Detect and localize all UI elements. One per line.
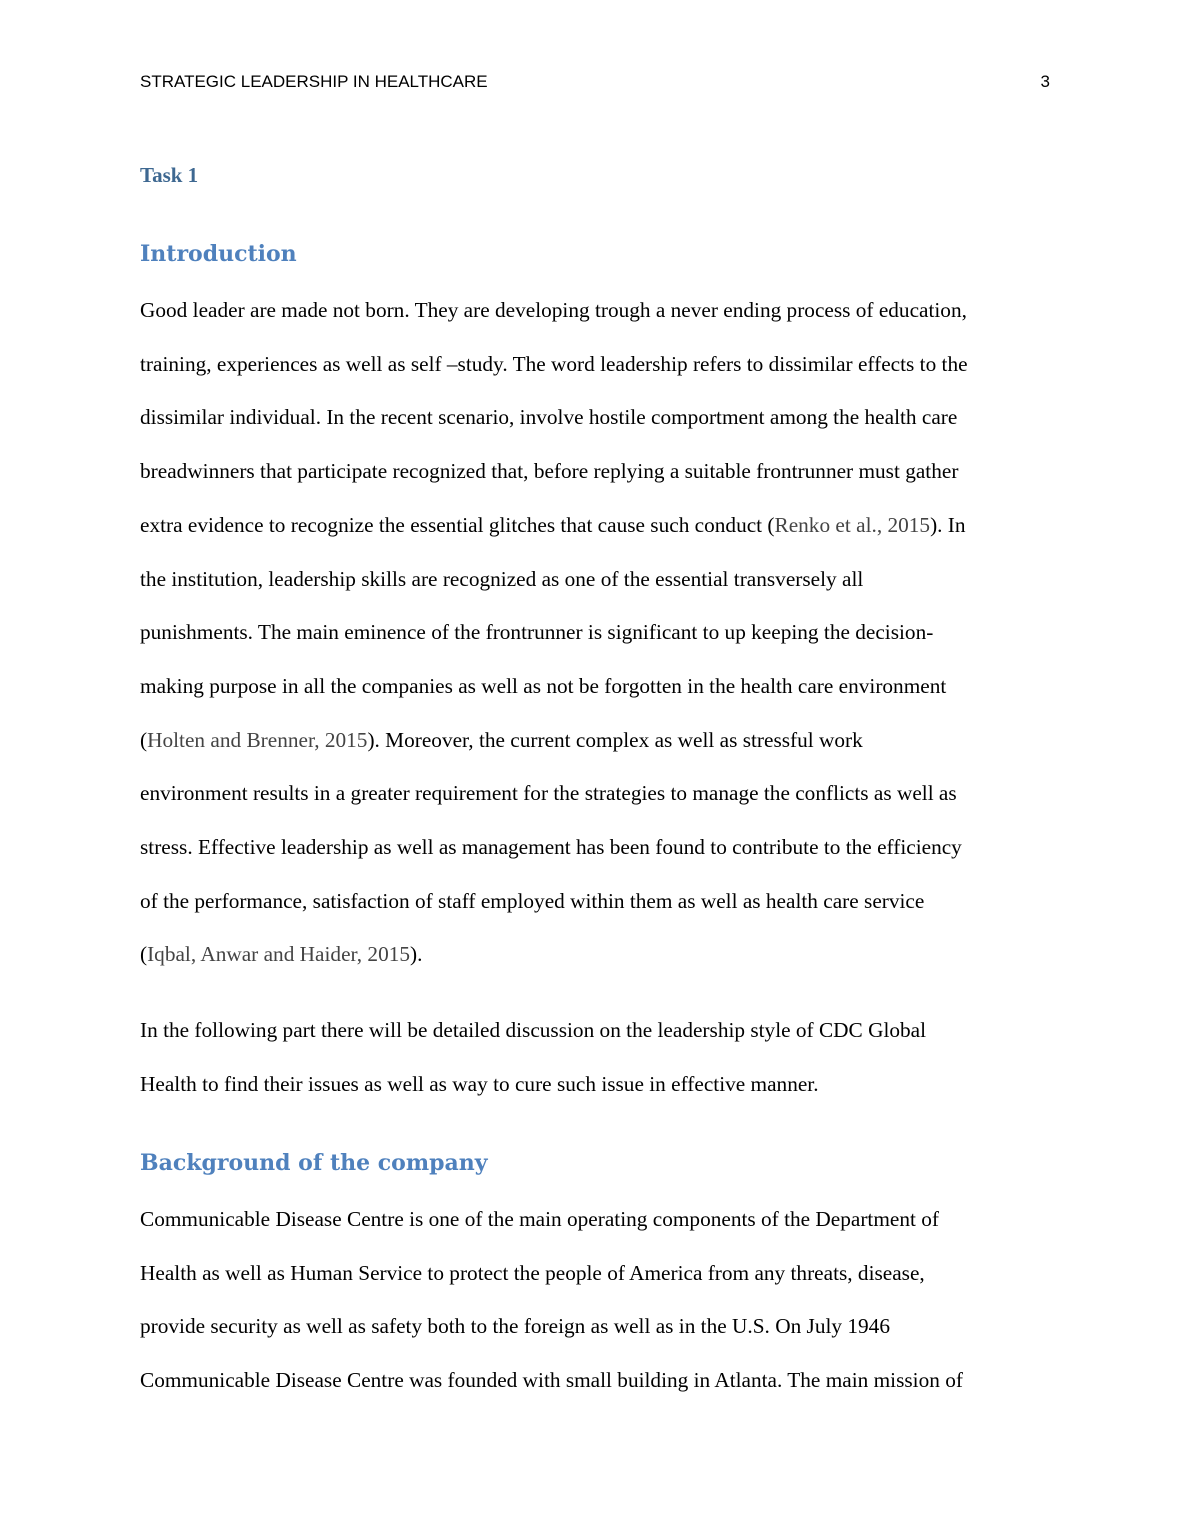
introduction-paragraph — [140, 284, 1060, 982]
paragraph-line: Communicable Disease Centre was founded with small building in Atlanta. The main mission of — [140, 1368, 963, 1393]
introduction-heading: Introduction — [140, 241, 297, 267]
running-header — [140, 72, 1050, 96]
line-text: ). In — [930, 512, 966, 537]
citation: Renko et al., 2015 — [774, 512, 931, 537]
paragraph-line — [140, 928, 1060, 982]
paragraph-line: Communicable Disease Centre is one of the main operating components of the Department of — [140, 1207, 939, 1231]
paragraph-line: dissimilar individual. In the recent scenario, involve hostile comportment among the health care — [140, 405, 958, 430]
line-text: ( — [140, 942, 148, 967]
following-paragraph — [140, 1004, 1060, 1111]
citation: Holten and Brenner, 2015 — [147, 727, 368, 752]
paragraph-line — [140, 714, 1060, 768]
paragraph-line: environment results in a greater requirement for the strategies to manage the conflicts as well as — [140, 781, 957, 806]
paragraph-line: stress. Effective leadership as well as management has been found to contribute to the efficiency — [140, 835, 962, 860]
paragraph-line: the institution, leadership skills are recognized as one of the essential transversely all — [140, 566, 864, 591]
task-heading: Task 1 — [140, 163, 199, 187]
citation: Iqbal, Anwar and Haider, 2015 — [147, 942, 411, 967]
paragraph-line: breadwinners that participate recognized that, before replying a suitable frontrunner must gather — [140, 459, 959, 484]
paragraph-line: punishments. The main eminence of the frontrunner is significant to up keeping the decision- — [140, 620, 934, 645]
running-title: STRATEGIC LEADERSHIP IN HEALTHCARE — [140, 72, 488, 91]
page-number: 3 — [1040, 72, 1050, 91]
paragraph-line: of the performance, satisfaction of staff employed within them as well as health care service — [140, 888, 925, 913]
paragraph-line — [140, 499, 1060, 553]
line-text: extra evidence to recognize the essential glitches that cause such conduct ( — [140, 512, 775, 537]
paragraph-line: Health to find their issues as well as way to cure such issue in effective manner. — [140, 1071, 819, 1096]
background-heading: Background of the company — [140, 1150, 488, 1176]
paragraph-line: training, experiences as well as self –study. The word leadership refers to dissimilar effects to the — [140, 351, 968, 376]
paragraph-line: Health as well as Human Service to protect the people of America from any threats, disease, — [140, 1260, 925, 1285]
paragraph-line: making purpose in all the companies as well as not be forgotten in the health care environment — [140, 673, 947, 698]
paragraph-line: provide security as well as safety both to the foreign as well as in the U.S. On July 1946 — [140, 1314, 890, 1339]
line-text: ). Moreover, the current complex as well as stressful work — [367, 727, 863, 752]
line-text: ). — [410, 942, 423, 967]
background-paragraph — [140, 1193, 1060, 1408]
paragraph-line: In the following part there will be detailed discussion on the leadership style of CDC Global — [140, 1018, 927, 1042]
line-text: ( — [140, 727, 148, 752]
paragraph-line: Good leader are made not born. They are developing trough a never ending process of education, — [140, 298, 967, 322]
